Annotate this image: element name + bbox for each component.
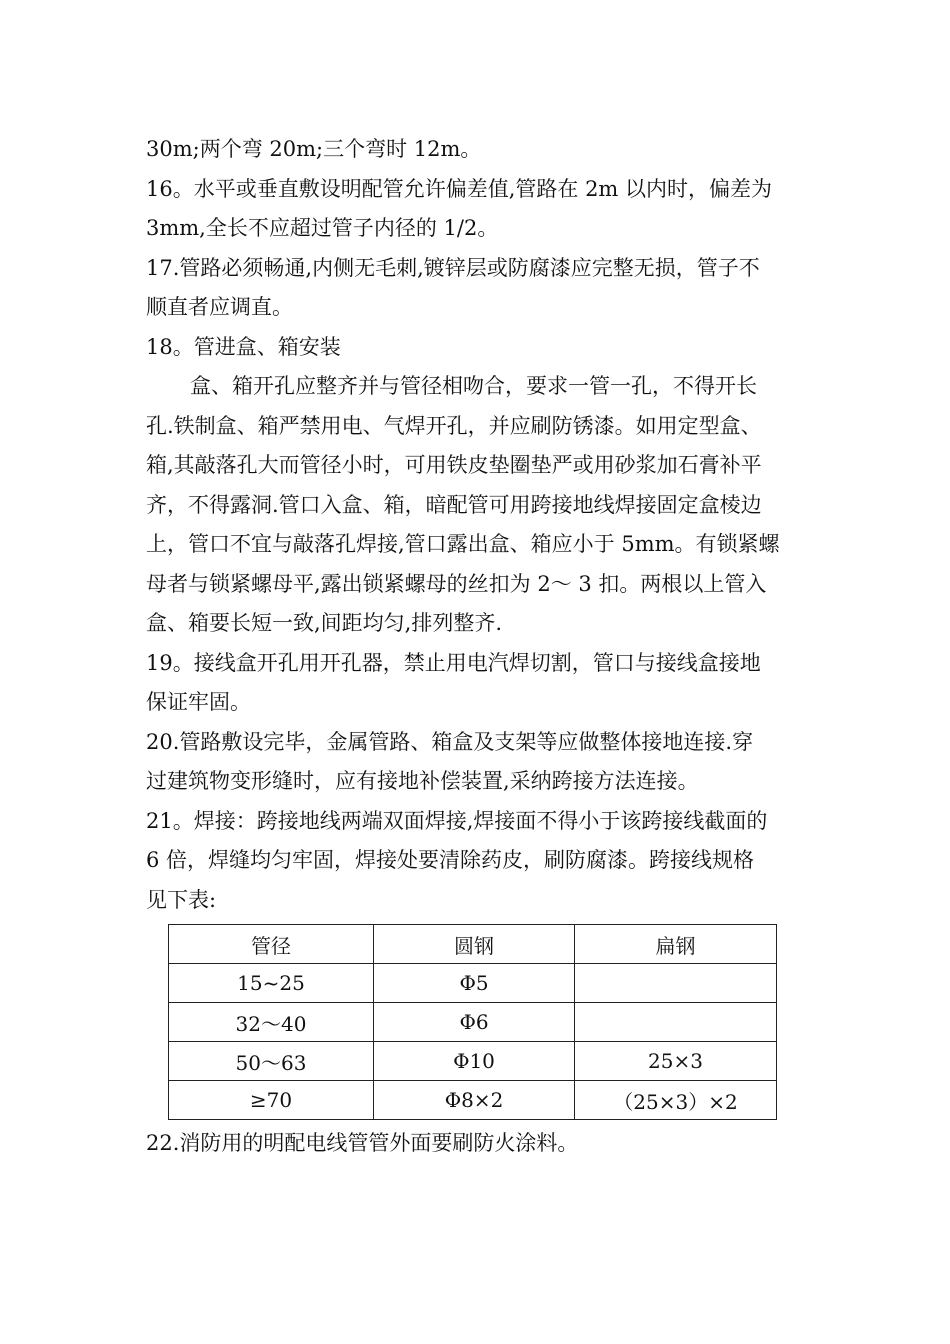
text-line: 保证牢固。 bbox=[146, 690, 251, 714]
text-line: 20.管路敷设完毕，金属管路、箱盒及支架等应做整体接地连接.穿 bbox=[146, 729, 754, 754]
text-line: 22.消防用的明配电线管管外面要刷防火涂料。 bbox=[146, 1131, 579, 1155]
table-header-row bbox=[169, 925, 777, 964]
text-line: 19。接线盒开孔用开孔器，禁止用电汽焊切割，管口与接线盒接地 bbox=[146, 650, 761, 675]
table-cell: Φ10 bbox=[374, 1042, 575, 1081]
table-cell: 32～40 bbox=[169, 1003, 374, 1042]
text-line: 过建筑物变形缝时，应有接地补偿装置,采纳跨接方法连接。 bbox=[146, 769, 699, 793]
table-cell: 15~25 bbox=[169, 964, 374, 1003]
text-line: 母者与锁紧螺母平,露出锁紧螺母的丝扣为 2～ 3 扣。两根以上管入 bbox=[146, 571, 767, 596]
text-line: 见下表: bbox=[146, 887, 217, 912]
column-header: 扁钢 bbox=[575, 925, 777, 964]
table-cell: Φ8×2 bbox=[374, 1081, 575, 1120]
table-row bbox=[169, 1042, 777, 1081]
table-cell: （25×3）×2 bbox=[575, 1081, 777, 1120]
paragraph-item-21 bbox=[146, 802, 810, 921]
text-line: 3mm,全长不应超过管子内径的 1/2。 bbox=[146, 216, 499, 240]
paragraph-item-22 bbox=[146, 1124, 810, 1164]
paragraph-continuation bbox=[146, 130, 810, 170]
column-header: 管径 bbox=[169, 925, 374, 964]
paragraph-item-18-heading bbox=[146, 328, 810, 368]
text-line: 盒、箱要长短一致,间距均匀,排列整齐. bbox=[146, 611, 503, 635]
table-cell: Φ5 bbox=[374, 964, 575, 1003]
jumper-spec-table bbox=[168, 924, 777, 1120]
text-line: 17.管路必须畅通,内侧无毛刺,镀锌层或防腐漆应完整无损，管子不 bbox=[146, 255, 760, 280]
text-line: 顺直者应调直。 bbox=[146, 295, 293, 319]
table-cell bbox=[575, 1003, 777, 1042]
table-cell: 50～63 bbox=[169, 1042, 374, 1081]
table-cell: 25×3 bbox=[575, 1042, 777, 1081]
text-line: 16。水平或垂直敷设明配管允许偏差值,管路在 2m 以内时，偏差为 bbox=[146, 176, 773, 201]
text-line: 齐，不得露洞.管口入盒、箱，暗配管可用跨接地线焊接固定盒棱边 bbox=[146, 492, 762, 517]
table-row bbox=[169, 964, 777, 1003]
text-line: 箱,其敲落孔大而管径小时，可用铁皮垫圈垫严或用砂浆加石膏补平 bbox=[146, 453, 762, 477]
table-row bbox=[169, 1081, 777, 1120]
text-line: 上，管口不宜与敲落孔焊接,管口露出盒、箱应小于 5mm。有锁紧螺 bbox=[146, 532, 780, 556]
paragraph-item-17 bbox=[146, 249, 810, 328]
text-line: 6 倍，焊缝均匀牢固，焊接处要清除药皮，刷防腐漆。跨接线规格 bbox=[146, 848, 755, 872]
document-page bbox=[146, 130, 810, 1164]
table-cell: ≥70 bbox=[169, 1081, 374, 1120]
table-row bbox=[169, 1003, 777, 1042]
paragraph-item-19 bbox=[146, 644, 810, 723]
table-cell bbox=[575, 964, 777, 1003]
text-line: 孔.铁制盒、箱严禁用电、气焊开孔，并应刷防锈漆。如用定型盒、 bbox=[146, 413, 762, 438]
text-line: 30m;两个弯 20m;三个弯时 12m。 bbox=[146, 137, 482, 161]
table-cell: Φ6 bbox=[374, 1003, 575, 1042]
text-line: 21。焊接：跨接地线两端双面焊接,焊接面不得小于该跨接线截面的 bbox=[146, 808, 768, 833]
text-line: 18。管进盒、箱安装 bbox=[146, 334, 341, 359]
paragraph-item-20 bbox=[146, 723, 810, 802]
paragraph-item-16 bbox=[146, 170, 810, 249]
paragraph-item-18-body bbox=[146, 367, 810, 644]
text-line: 盒、箱开孔应整齐并与管径相吻合，要求一管一孔，不得开长 bbox=[190, 374, 757, 398]
column-header: 圆钢 bbox=[374, 925, 575, 964]
